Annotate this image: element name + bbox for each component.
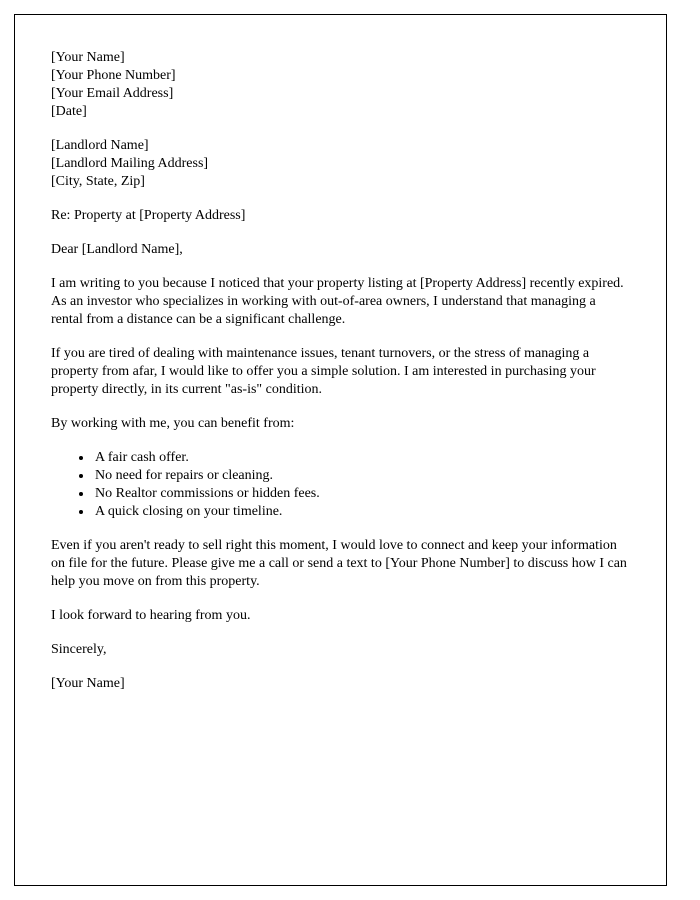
sender-block <box>51 49 630 121</box>
body-paragraph-2: If you are tired of dealing with maintenance issues, tenant turnovers, or the stress of managing a property from afar, I would like to offer you a simple solution. I am interested in purchasing your property directly, in its current "as-is" condition. <box>51 346 596 397</box>
sender-name-line: [Your Name] <box>51 50 125 65</box>
benefits-intro: By working with me, you can benefit from: <box>51 416 295 431</box>
closing-line: I look forward to hearing from you. <box>51 608 251 623</box>
benefit-item: • A fair cash offer. <box>93 449 630 467</box>
sender-email-line: [Your Email Address] <box>51 86 174 101</box>
body-paragraph-3: Even if you aren't ready to sell right this moment, I would love to connect and keep your information on file for the future. Please give me a call or send a text to [Your Phone Number] to discuss how I can help you move on from this property. <box>51 538 627 589</box>
date-line: [Date] <box>51 104 87 119</box>
landlord-name-line: [Landlord Name] <box>51 138 149 153</box>
benefit-item: • No need for repairs or cleaning. <box>93 467 630 485</box>
landlord-address-line: [Landlord Mailing Address] <box>51 156 209 171</box>
letter-page <box>14 14 667 886</box>
benefit-item: • A quick closing on your timeline. <box>93 503 630 521</box>
recipient-block <box>51 137 630 191</box>
subject-line: Re: Property at [Property Address] <box>51 208 246 223</box>
salutation: Dear [Landlord Name], <box>51 242 183 257</box>
benefits-list <box>51 449 630 521</box>
body-paragraph-1: I am writing to you because I noticed that your property listing at [Property Address] recently expired. As an investor who specializes in working with out-of-area owners, I understand that managing a rental from a distance can be a significant challenge. <box>51 276 624 327</box>
signoff: Sincerely, <box>51 642 107 657</box>
landlord-city-state-zip-line: [City, State, Zip] <box>51 174 145 189</box>
sender-phone-line: [Your Phone Number] <box>51 68 176 83</box>
benefit-item: • No Realtor commissions or hidden fees. <box>93 485 630 503</box>
signature: [Your Name] <box>51 676 125 691</box>
